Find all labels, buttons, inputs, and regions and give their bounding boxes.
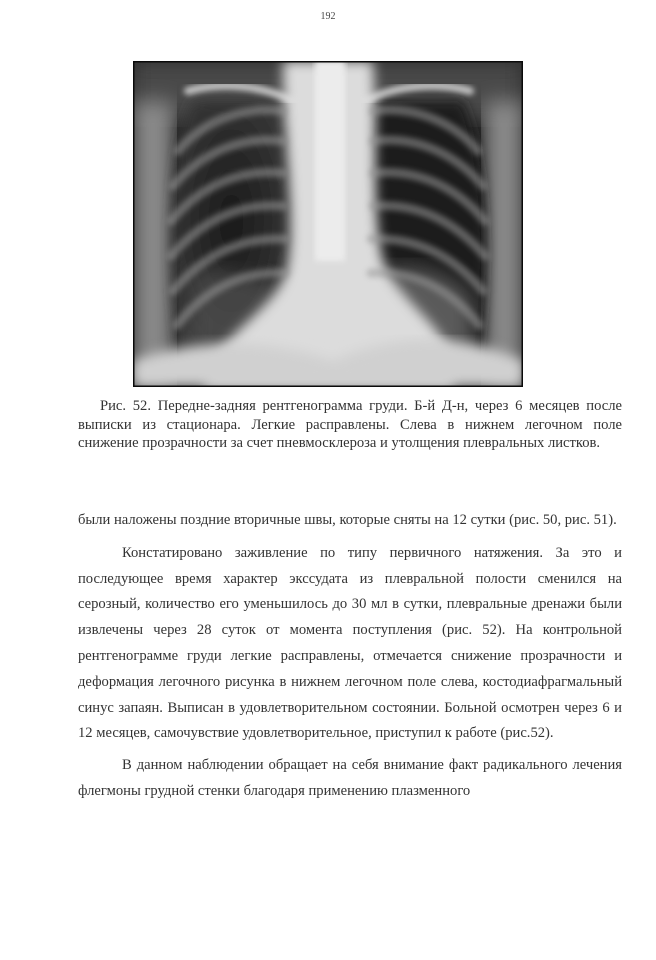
body-text <box>78 508 622 805</box>
paragraph: Констатировано заживление по типу первичного натяжения. За это и последующее время характер экссудата из плевральной полости сменился на серозный, количество его уменьшилось до 30 мл в сутки, плевральные дренажи были извлечены через 28 суток от момента поступления (рис. 52). На контрольной рентгенограмме груди легкие расправлены, отмечается снижение прозрачности и деформация легочного рисунка в нижнем легочном поле слева, костодиафрагмальный синус запаян. Выписан в удовлетворительном состоянии. Больной осмотрен через 6 и 12 месяцев, самочувствие удовлетворительное, приступил к работе (рис.52). <box>78 544 622 742</box>
paragraph: В данном наблюдении обращает на себя внимание факт радикального лечения флегмоны грудной стенки благодаря применению плазменного <box>78 757 622 799</box>
page-number: 192 <box>320 11 336 22</box>
paragraph: были наложены поздние вторичные швы, которые сняты на 12 сутки (рис. 50, рис. 51). <box>78 512 617 528</box>
figure-caption-id: Рис. 52. <box>100 398 151 414</box>
figure-caption-text: Передне-задняя рентгенограмма груди. Б-й Д-н, через 6 месяцев после выписки из стационара. Легкие расправлены. Слева в нижнем легочном поле снижение прозрачности за счет пневмосклероза и утолщения плевральных листков. <box>78 398 622 451</box>
figure-caption <box>78 397 622 453</box>
chest-xray-image <box>133 61 523 387</box>
